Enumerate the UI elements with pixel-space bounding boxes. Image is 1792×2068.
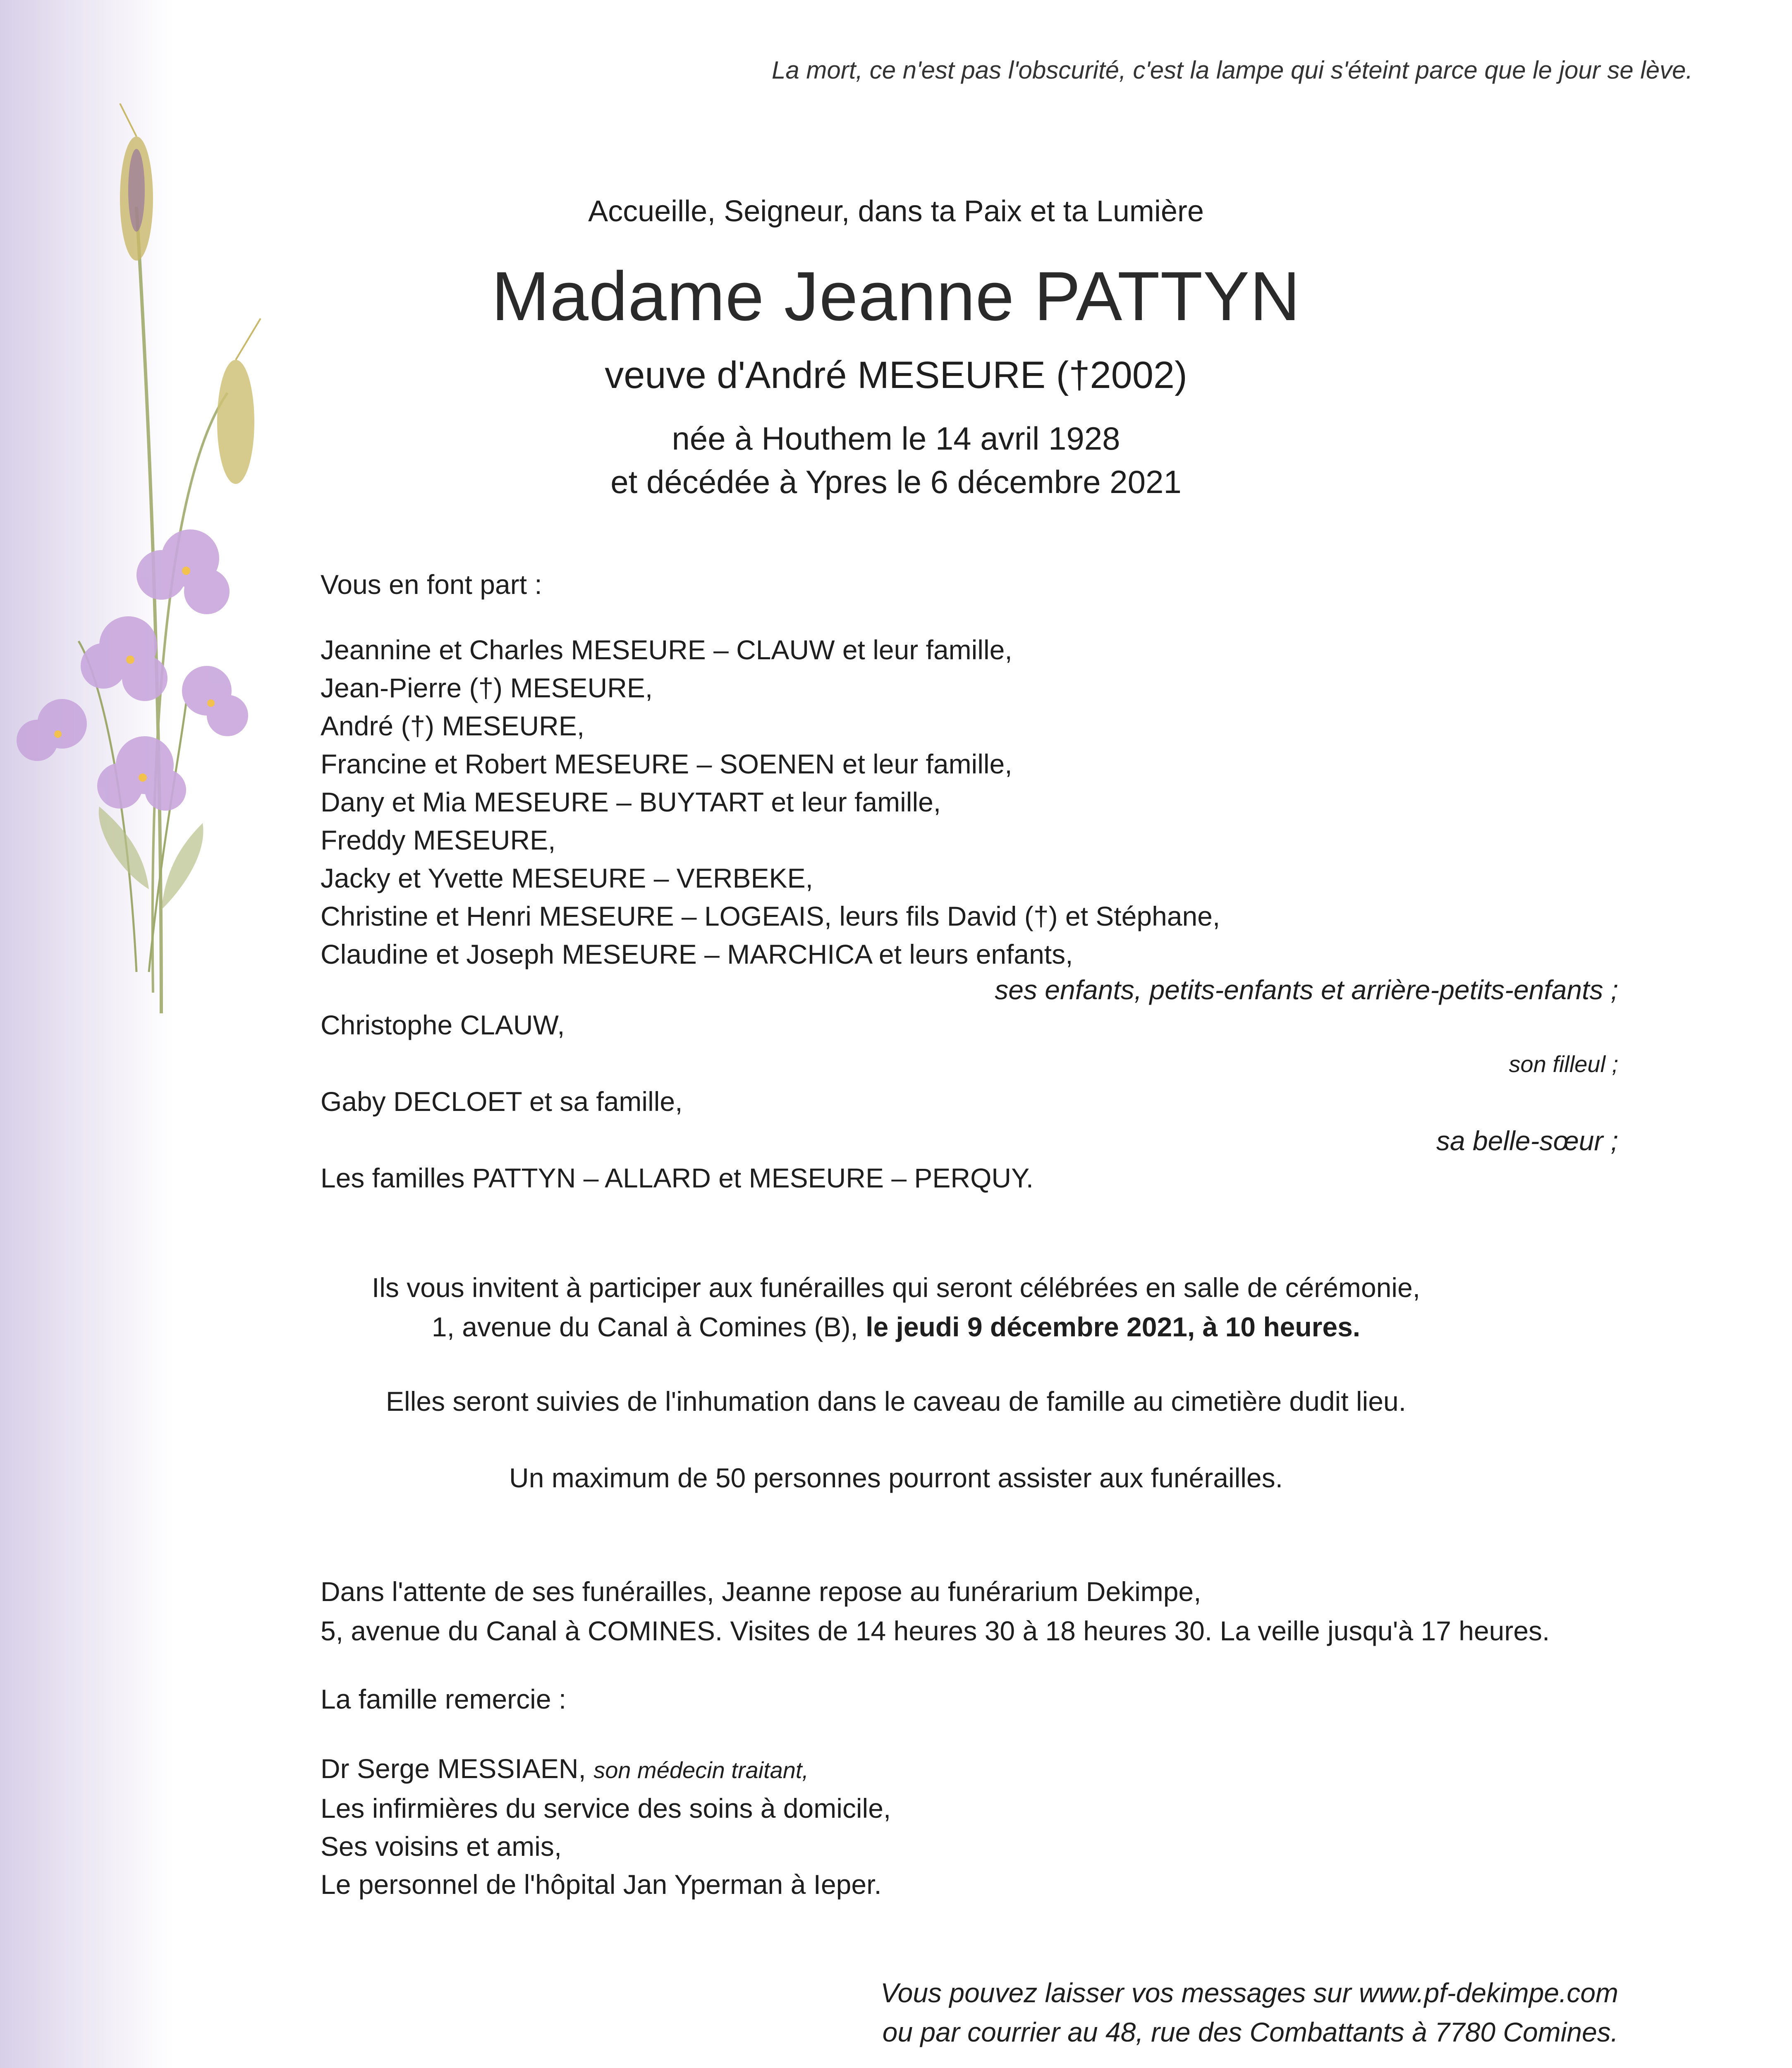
messages-line-1: Vous pouvez laisser vos messages sur www.pf-dekimpe.com [880, 1977, 1618, 2008]
list-item: Claudine et Joseph MESEURE – MARCHICA et leurs enfants, [321, 939, 1073, 969]
godson-relation: son filleul ; [1509, 1051, 1618, 1077]
widow-line: veuve d'André MESEURE (†2002) [605, 354, 1187, 396]
prayer-line: Accueille, Seigneur, dans ta Paix et ta Lumière [588, 195, 1204, 228]
deceased-name: Madame Jeanne PATTYN [491, 257, 1301, 335]
announcement-intro: Vous en font part : [321, 569, 542, 600]
funeral-invite-line-2 [0, 1311, 1792, 1343]
funeral-invite-line-1: Ils vous invitent à participer aux funérailles qui seront célébrées en salle de cérémonie, [371, 1272, 1421, 1303]
sister-in-law-name: Gaby DECLOET et sa famille, [321, 1086, 683, 1117]
sister-in-law-relation: sa belle-sœur ; [1436, 1125, 1618, 1156]
list-item: Christine et Henri MESEURE – LOGEAIS, leurs fils David (†) et Stéphane, [321, 901, 1220, 931]
list-item: Jacky et Yvette MESEURE – VERBEKE, [321, 863, 813, 893]
families-line: Les familles PATTYN – ALLARD et MESEURE – PERQUY. [321, 1163, 1034, 1193]
list-item [321, 1750, 891, 1789]
burial-line: Elles seront suivies de l'inhumation dans le caveau de famille au cimetière dudit lieu. [386, 1386, 1406, 1417]
children-list [321, 631, 1220, 973]
max-attendance-line: Un maximum de 50 personnes pourront assister aux funérailles. [509, 1462, 1283, 1493]
doctor-role: son médecin traitant, [593, 1757, 809, 1783]
list-item: André (†) MESEURE, [321, 711, 585, 741]
vigil-line-2: 5, avenue du Canal à COMINES. Visites de 14 heures 30 à 18 heures 30. La veille jusqu'à 17 heures. [321, 1616, 1550, 1646]
godson-name: Christophe CLAUW, [321, 1010, 565, 1040]
list-item: Freddy MESEURE, [321, 825, 556, 855]
list-item: Francine et Robert MESEURE – SOENEN et leur famille, [321, 749, 1012, 779]
epigraph-quote: La mort, ce n'est pas l'obscurité, c'est la lampe qui s'éteint parce que le jour se lève. [772, 56, 1693, 84]
children-relation: ses enfants, petits-enfants et arrière-petits-enfants ; [995, 974, 1618, 1005]
list-item: Les infirmières du service des soins à domicile, [321, 1793, 891, 1824]
birth-line: née à Houthem le 14 avril 1928 [672, 420, 1120, 457]
list-item: Jean-Pierre (†) MESEURE, [321, 673, 653, 703]
list-item: Jeannine et Charles MESEURE – CLAUW et leur famille, [321, 634, 1012, 665]
list-item: Le personnel de l'hôpital Jan Yperman à Ieper. [321, 1869, 882, 1900]
thanks-intro: La famille remercie : [321, 1684, 567, 1714]
doctor-name: Dr Serge MESSIAEN, [321, 1753, 586, 1784]
funeral-address: 1, avenue du Canal à Comines (B), [431, 1312, 858, 1342]
funeral-date-time: le jeudi 9 décembre 2021, à 10 heures. [866, 1312, 1361, 1342]
messages-line-2: ou par courrier au 48, rue des Combattants à 7780 Comines. [882, 2017, 1618, 2047]
wheat-and-violet-illustration [12, 103, 310, 1055]
list-item: Ses voisins et amis, [321, 1831, 562, 1862]
list-item: Dany et Mia MESEURE – BUYTART et leur famille, [321, 787, 941, 817]
death-line: et décédée à Ypres le 6 décembre 2021 [610, 464, 1182, 500]
thanks-list [321, 1750, 891, 1903]
vigil-line-1: Dans l'attente de ses funérailles, Jeanne repose au funérarium Dekimpe, [321, 1576, 1201, 1607]
